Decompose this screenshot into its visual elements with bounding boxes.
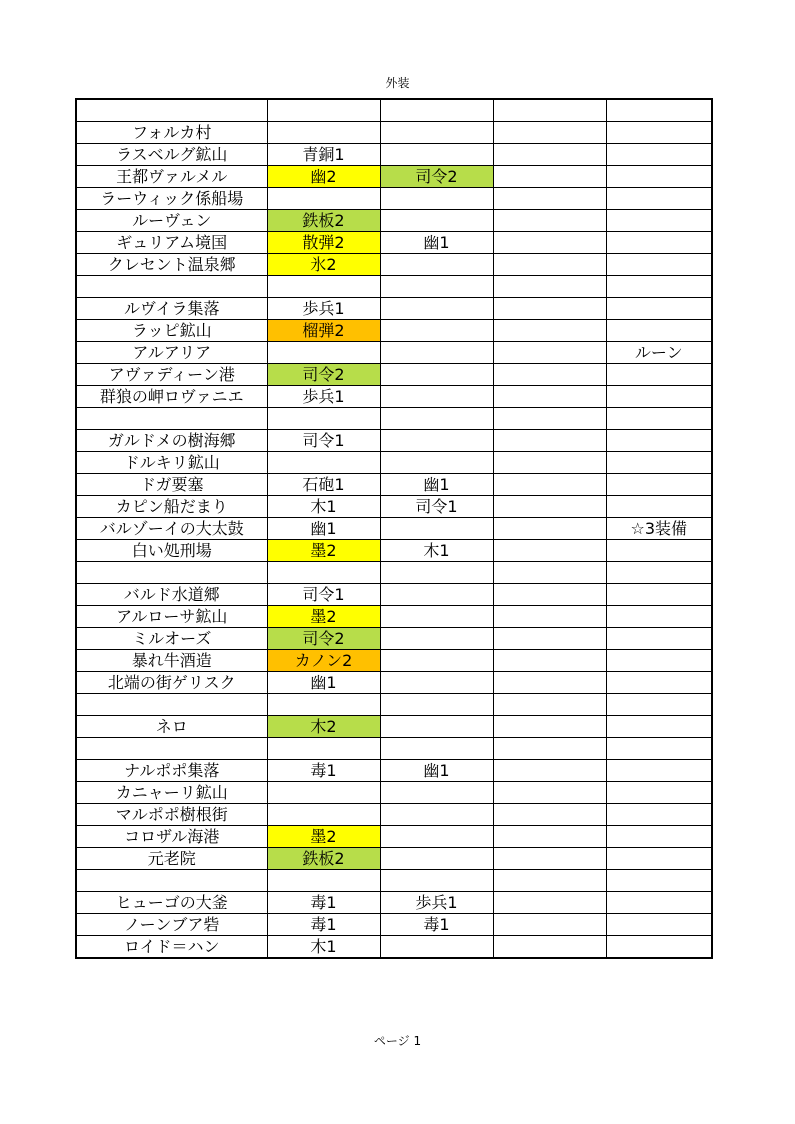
cell-equipment-2[interactable] bbox=[380, 672, 493, 694]
cell-location[interactable]: バルド水道郷 bbox=[76, 584, 267, 606]
cell-equipment-3[interactable] bbox=[493, 122, 606, 144]
cell-note[interactable] bbox=[606, 474, 712, 496]
cell-equipment-3[interactable] bbox=[493, 298, 606, 320]
cell-location[interactable]: クレセント温泉郷 bbox=[76, 254, 267, 276]
cell-equipment-2[interactable]: 毒1 bbox=[380, 914, 493, 936]
table-row bbox=[76, 188, 712, 210]
cell-note[interactable] bbox=[606, 254, 712, 276]
cell-equipment-3[interactable] bbox=[493, 892, 606, 914]
cell-equipment-1[interactable] bbox=[267, 342, 380, 364]
cell-equipment-3[interactable] bbox=[493, 914, 606, 936]
cell-note[interactable] bbox=[606, 540, 712, 562]
cell-equipment-3[interactable] bbox=[493, 562, 606, 584]
cell-location[interactable]: 群狼の岬ロヴァニエ bbox=[76, 386, 267, 408]
cell-note[interactable] bbox=[606, 584, 712, 606]
cell-location[interactable] bbox=[76, 276, 267, 298]
cell-location[interactable]: ミルオーズ bbox=[76, 628, 267, 650]
cell-equipment-1[interactable]: 氷2 bbox=[267, 254, 380, 276]
table-row bbox=[76, 342, 712, 364]
cell-location[interactable]: マルポポ樹根街 bbox=[76, 804, 267, 826]
table-row bbox=[76, 870, 712, 892]
cell-equipment-1[interactable]: 鉄板2 bbox=[267, 848, 380, 870]
cell-location[interactable]: ドガ要塞 bbox=[76, 474, 267, 496]
cell-location[interactable]: ロイド＝ハン bbox=[76, 936, 267, 959]
cell-equipment-1[interactable]: 鉄板2 bbox=[267, 210, 380, 232]
cell-equipment-3[interactable] bbox=[493, 848, 606, 870]
cell-note[interactable] bbox=[606, 298, 712, 320]
cell-equipment-3[interactable] bbox=[493, 276, 606, 298]
cell-equipment-1[interactable] bbox=[267, 452, 380, 474]
cell-location[interactable]: ラッピ鉱山 bbox=[76, 320, 267, 342]
table-row bbox=[76, 518, 712, 540]
cell-equipment-1[interactable]: 歩兵1 bbox=[267, 298, 380, 320]
cell-note[interactable] bbox=[606, 452, 712, 474]
cell-equipment-2[interactable] bbox=[380, 210, 493, 232]
cell-equipment-2[interactable]: 幽1 bbox=[380, 232, 493, 254]
cell-equipment-3[interactable] bbox=[493, 364, 606, 386]
cell-location[interactable]: ネロ bbox=[76, 716, 267, 738]
cell-equipment-1[interactable] bbox=[267, 782, 380, 804]
cell-equipment-2[interactable] bbox=[380, 342, 493, 364]
cell-equipment-3[interactable] bbox=[493, 254, 606, 276]
cell-equipment-1[interactable] bbox=[267, 276, 380, 298]
cell-equipment-3[interactable] bbox=[493, 870, 606, 892]
cell-equipment-2[interactable] bbox=[380, 188, 493, 210]
cell-location[interactable]: ルーヴェン bbox=[76, 210, 267, 232]
table-row bbox=[76, 452, 712, 474]
cell-equipment-1[interactable]: 毒1 bbox=[267, 760, 380, 782]
cell-equipment-2[interactable] bbox=[380, 870, 493, 892]
cell-equipment-2[interactable] bbox=[380, 606, 493, 628]
cell-note[interactable] bbox=[606, 716, 712, 738]
cell-note[interactable] bbox=[606, 650, 712, 672]
cell-note[interactable] bbox=[606, 430, 712, 452]
cell-equipment-3[interactable] bbox=[493, 936, 606, 959]
cell-location[interactable]: カピン船だまり bbox=[76, 496, 267, 518]
cell-note[interactable] bbox=[606, 364, 712, 386]
table-row bbox=[76, 232, 712, 254]
cell-equipment-2[interactable] bbox=[380, 408, 493, 430]
cell-equipment-3[interactable] bbox=[493, 694, 606, 716]
cell-equipment-3[interactable] bbox=[493, 738, 606, 760]
table-row bbox=[76, 914, 712, 936]
cell-note[interactable] bbox=[606, 628, 712, 650]
table-row bbox=[76, 122, 712, 144]
cell-note[interactable] bbox=[606, 892, 712, 914]
cell-location[interactable]: フォルカ村 bbox=[76, 122, 267, 144]
cell-location[interactable]: ラーウィック係船場 bbox=[76, 188, 267, 210]
cell-note[interactable] bbox=[606, 694, 712, 716]
cell-note[interactable] bbox=[606, 210, 712, 232]
table-row bbox=[76, 496, 712, 518]
cell-location[interactable]: ガルドメの樹海郷 bbox=[76, 430, 267, 452]
cell-equipment-3[interactable] bbox=[493, 606, 606, 628]
cell-location[interactable]: バルゾーイの大太鼓 bbox=[76, 518, 267, 540]
table-row bbox=[76, 474, 712, 496]
cell-location[interactable]: カニャーリ鉱山 bbox=[76, 782, 267, 804]
cell-location[interactable]: 北端の街ゲリスク bbox=[76, 672, 267, 694]
cell-equipment-1[interactable]: 墨2 bbox=[267, 606, 380, 628]
cell-equipment-3[interactable] bbox=[493, 188, 606, 210]
cell-note[interactable] bbox=[606, 672, 712, 694]
cell-equipment-1[interactable]: 墨2 bbox=[267, 540, 380, 562]
cell-equipment-1[interactable] bbox=[267, 99, 380, 122]
table-row bbox=[76, 760, 712, 782]
cell-note[interactable] bbox=[606, 99, 712, 122]
cell-equipment-2[interactable] bbox=[380, 452, 493, 474]
cell-note[interactable] bbox=[606, 496, 712, 518]
table-row bbox=[76, 628, 712, 650]
cell-location[interactable] bbox=[76, 408, 267, 430]
table-row bbox=[76, 848, 712, 870]
page-header-title: 外装 bbox=[385, 76, 410, 90]
table-row bbox=[76, 694, 712, 716]
cell-note[interactable] bbox=[606, 408, 712, 430]
cell-equipment-1[interactable]: 木1 bbox=[267, 936, 380, 959]
cell-location[interactable]: 白い処刑場 bbox=[76, 540, 267, 562]
cell-note[interactable]: ルーン bbox=[606, 342, 712, 364]
table-row bbox=[76, 584, 712, 606]
cell-equipment-2[interactable] bbox=[380, 804, 493, 826]
cell-location[interactable] bbox=[76, 562, 267, 584]
cell-location[interactable]: 元老院 bbox=[76, 848, 267, 870]
cell-equipment-3[interactable] bbox=[493, 210, 606, 232]
table-row bbox=[76, 320, 712, 342]
cell-equipment-2[interactable] bbox=[380, 716, 493, 738]
cell-location[interactable]: アルローサ鉱山 bbox=[76, 606, 267, 628]
cell-location[interactable]: ノーンブア砦 bbox=[76, 914, 267, 936]
spreadsheet-table bbox=[75, 98, 713, 959]
cell-equipment-1[interactable]: 司令1 bbox=[267, 584, 380, 606]
cell-equipment-1[interactable] bbox=[267, 694, 380, 716]
cell-equipment-3[interactable] bbox=[493, 804, 606, 826]
cell-location[interactable]: ギュリアム境国 bbox=[76, 232, 267, 254]
cell-equipment-3[interactable] bbox=[493, 650, 606, 672]
cell-equipment-2[interactable] bbox=[380, 562, 493, 584]
cell-location[interactable]: ヒューゴの大釜 bbox=[76, 892, 267, 914]
cell-note[interactable] bbox=[606, 848, 712, 870]
cell-equipment-2[interactable] bbox=[380, 144, 493, 166]
cell-equipment-3[interactable] bbox=[493, 166, 606, 188]
cell-note[interactable] bbox=[606, 782, 712, 804]
cell-equipment-1[interactable]: 幽1 bbox=[267, 672, 380, 694]
table-row bbox=[76, 408, 712, 430]
cell-note[interactable] bbox=[606, 122, 712, 144]
cell-note[interactable] bbox=[606, 232, 712, 254]
table-row bbox=[76, 254, 712, 276]
cell-equipment-1[interactable]: 青銅1 bbox=[267, 144, 380, 166]
cell-equipment-2[interactable] bbox=[380, 430, 493, 452]
cell-equipment-3[interactable] bbox=[493, 144, 606, 166]
cell-equipment-3[interactable] bbox=[493, 782, 606, 804]
cell-equipment-1[interactable]: 幽1 bbox=[267, 518, 380, 540]
cell-note[interactable] bbox=[606, 914, 712, 936]
table-row bbox=[76, 716, 712, 738]
cell-equipment-2[interactable] bbox=[380, 848, 493, 870]
cell-equipment-3[interactable] bbox=[493, 386, 606, 408]
cell-equipment-2[interactable] bbox=[380, 826, 493, 848]
cell-location[interactable]: ドルキリ鉱山 bbox=[76, 452, 267, 474]
cell-equipment-2[interactable]: 司令1 bbox=[380, 496, 493, 518]
table-row bbox=[76, 210, 712, 232]
cell-note[interactable] bbox=[606, 562, 712, 584]
cell-note[interactable]: ☆3装備 bbox=[606, 518, 712, 540]
table-row bbox=[76, 650, 712, 672]
cell-equipment-1[interactable] bbox=[267, 804, 380, 826]
cell-location[interactable] bbox=[76, 99, 267, 122]
cell-equipment-1[interactable]: 司令1 bbox=[267, 430, 380, 452]
cell-equipment-3[interactable] bbox=[493, 540, 606, 562]
cell-equipment-2[interactable] bbox=[380, 298, 493, 320]
cell-equipment-3[interactable] bbox=[493, 232, 606, 254]
cell-equipment-2[interactable]: 司令2 bbox=[380, 166, 493, 188]
table-row bbox=[76, 782, 712, 804]
cell-equipment-2[interactable] bbox=[380, 254, 493, 276]
cell-equipment-2[interactable] bbox=[380, 320, 493, 342]
cell-equipment-1[interactable]: 司令2 bbox=[267, 364, 380, 386]
cell-location[interactable] bbox=[76, 870, 267, 892]
table-row bbox=[76, 936, 712, 959]
cell-note[interactable] bbox=[606, 804, 712, 826]
cell-equipment-2[interactable]: 木1 bbox=[380, 540, 493, 562]
cell-equipment-1[interactable]: 散弾2 bbox=[267, 232, 380, 254]
cell-equipment-2[interactable]: 幽1 bbox=[380, 760, 493, 782]
cell-equipment-1[interactable]: 木2 bbox=[267, 716, 380, 738]
cell-equipment-2[interactable] bbox=[380, 99, 493, 122]
cell-equipment-2[interactable] bbox=[380, 782, 493, 804]
cell-note[interactable] bbox=[606, 188, 712, 210]
cell-equipment-2[interactable]: 歩兵1 bbox=[380, 892, 493, 914]
cell-equipment-1[interactable]: 司令2 bbox=[267, 628, 380, 650]
cell-location[interactable]: 暴れ牛酒造 bbox=[76, 650, 267, 672]
cell-note[interactable] bbox=[606, 826, 712, 848]
cell-equipment-2[interactable]: 幽1 bbox=[380, 474, 493, 496]
table-row bbox=[76, 738, 712, 760]
cell-equipment-1[interactable]: 毒1 bbox=[267, 892, 380, 914]
cell-equipment-1[interactable]: 石砲1 bbox=[267, 474, 380, 496]
cell-equipment-3[interactable] bbox=[493, 452, 606, 474]
table-row bbox=[76, 826, 712, 848]
cell-equipment-3[interactable] bbox=[493, 320, 606, 342]
cell-equipment-2[interactable] bbox=[380, 738, 493, 760]
cell-equipment-3[interactable] bbox=[493, 628, 606, 650]
table-row bbox=[76, 276, 712, 298]
cell-location[interactable]: ラスベルグ鉱山 bbox=[76, 144, 267, 166]
table-row bbox=[76, 606, 712, 628]
cell-equipment-2[interactable] bbox=[380, 122, 493, 144]
cell-location[interactable]: 王都ヴァルメル bbox=[76, 166, 267, 188]
cell-equipment-2[interactable] bbox=[380, 650, 493, 672]
table-row bbox=[76, 562, 712, 584]
cell-equipment-1[interactable] bbox=[267, 188, 380, 210]
cell-equipment-2[interactable] bbox=[380, 694, 493, 716]
cell-equipment-1[interactable]: 幽2 bbox=[267, 166, 380, 188]
cell-equipment-3[interactable] bbox=[493, 408, 606, 430]
cell-equipment-1[interactable]: 墨2 bbox=[267, 826, 380, 848]
table-row bbox=[76, 430, 712, 452]
cell-note[interactable] bbox=[606, 166, 712, 188]
table-row bbox=[76, 144, 712, 166]
table-row bbox=[76, 99, 712, 122]
cell-equipment-2[interactable] bbox=[380, 584, 493, 606]
cell-equipment-1[interactable] bbox=[267, 122, 380, 144]
cell-equipment-2[interactable] bbox=[380, 518, 493, 540]
cell-location[interactable]: ナルポポ集落 bbox=[76, 760, 267, 782]
table-row bbox=[76, 298, 712, 320]
cell-note[interactable] bbox=[606, 870, 712, 892]
cell-equipment-1[interactable]: 毒1 bbox=[267, 914, 380, 936]
cell-equipment-3[interactable] bbox=[493, 496, 606, 518]
cell-equipment-3[interactable] bbox=[493, 342, 606, 364]
cell-location[interactable] bbox=[76, 694, 267, 716]
table-row bbox=[76, 386, 712, 408]
cell-equipment-3[interactable] bbox=[493, 826, 606, 848]
table-row bbox=[76, 804, 712, 826]
table-row bbox=[76, 364, 712, 386]
cell-equipment-3[interactable] bbox=[493, 716, 606, 738]
cell-note[interactable] bbox=[606, 144, 712, 166]
cell-equipment-1[interactable]: 榴弾2 bbox=[267, 320, 380, 342]
cell-location[interactable]: コロザル海港 bbox=[76, 826, 267, 848]
cell-location[interactable]: ルヴイラ集落 bbox=[76, 298, 267, 320]
table-row bbox=[76, 672, 712, 694]
cell-equipment-3[interactable] bbox=[493, 584, 606, 606]
spreadsheet-body bbox=[76, 99, 712, 958]
cell-equipment-2[interactable] bbox=[380, 386, 493, 408]
table-row bbox=[76, 540, 712, 562]
cell-equipment-3[interactable] bbox=[493, 672, 606, 694]
cell-location[interactable]: アルアリア bbox=[76, 342, 267, 364]
cell-location[interactable] bbox=[76, 738, 267, 760]
cell-note[interactable] bbox=[606, 276, 712, 298]
cell-equipment-3[interactable] bbox=[493, 518, 606, 540]
cell-equipment-1[interactable] bbox=[267, 738, 380, 760]
cell-location[interactable]: アヴァディーン港 bbox=[76, 364, 267, 386]
cell-note[interactable] bbox=[606, 606, 712, 628]
cell-equipment-3[interactable] bbox=[493, 99, 606, 122]
cell-equipment-1[interactable] bbox=[267, 408, 380, 430]
cell-equipment-2[interactable] bbox=[380, 276, 493, 298]
table-row bbox=[76, 166, 712, 188]
cell-note[interactable] bbox=[606, 320, 712, 342]
cell-equipment-2[interactable] bbox=[380, 364, 493, 386]
cell-equipment-1[interactable]: 歩兵1 bbox=[267, 386, 380, 408]
cell-note[interactable] bbox=[606, 936, 712, 959]
cell-equipment-3[interactable] bbox=[493, 430, 606, 452]
cell-equipment-3[interactable] bbox=[493, 760, 606, 782]
table-row bbox=[76, 892, 712, 914]
cell-equipment-1[interactable] bbox=[267, 870, 380, 892]
cell-note[interactable] bbox=[606, 738, 712, 760]
cell-equipment-2[interactable] bbox=[380, 628, 493, 650]
cell-equipment-1[interactable]: 木1 bbox=[267, 496, 380, 518]
cell-equipment-1[interactable]: カノン2 bbox=[267, 650, 380, 672]
cell-equipment-2[interactable] bbox=[380, 936, 493, 959]
cell-equipment-1[interactable] bbox=[267, 562, 380, 584]
cell-note[interactable] bbox=[606, 386, 712, 408]
cell-equipment-3[interactable] bbox=[493, 474, 606, 496]
page-footer-number: ページ 1 bbox=[373, 1034, 422, 1048]
cell-note[interactable] bbox=[606, 760, 712, 782]
